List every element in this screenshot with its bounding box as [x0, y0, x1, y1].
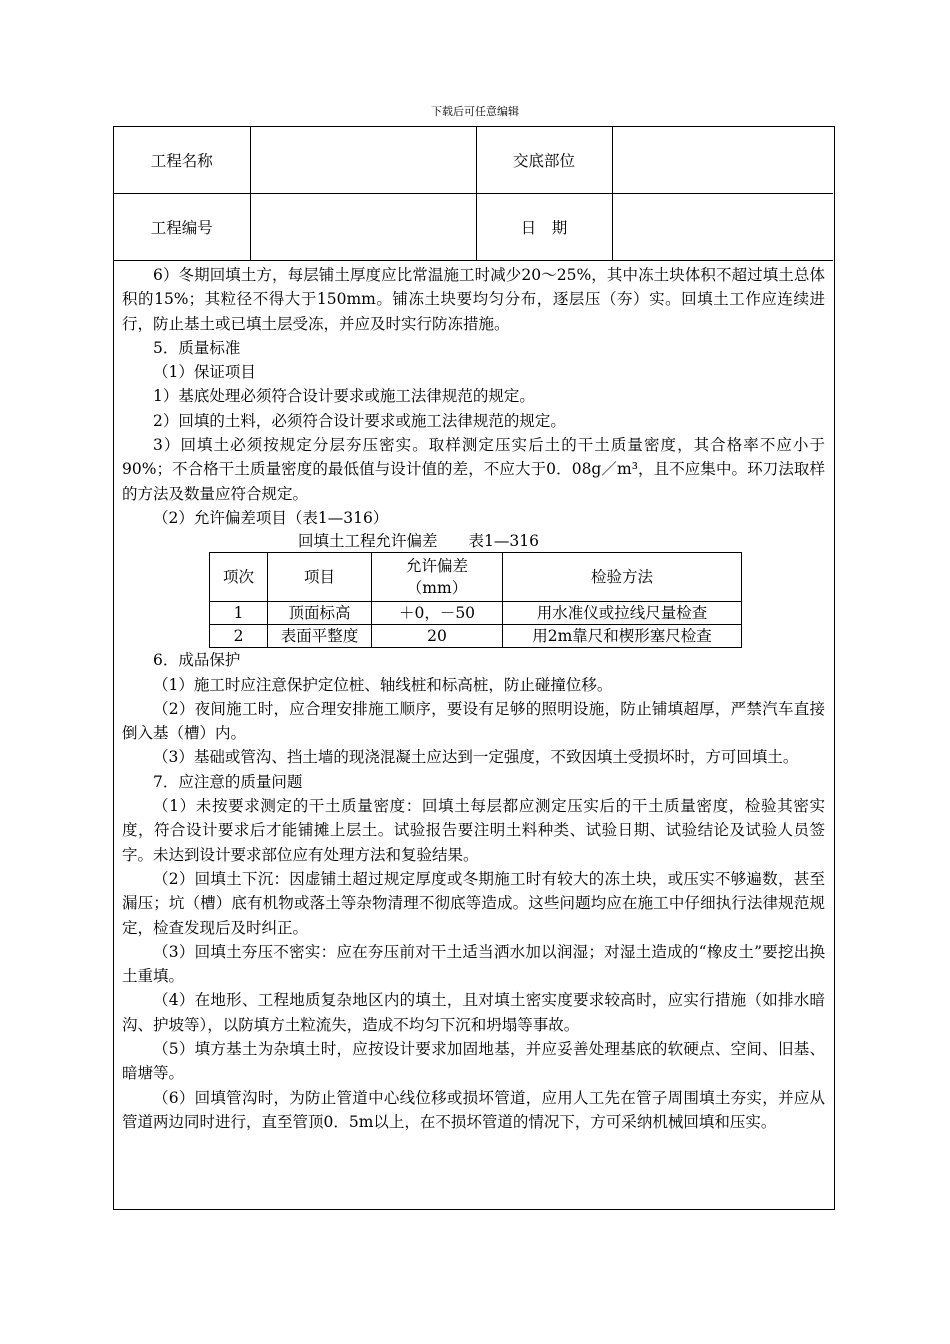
table-header-cell: 检验方法: [503, 553, 742, 602]
section-heading: 6．成品保护: [153, 651, 241, 670]
table-header-cell: 项目: [268, 553, 372, 602]
paragraph: 2）回填的土料，必须符合设计要求或施工法律规范的规定。: [153, 411, 566, 430]
header-line: 允许偏差: [405, 557, 468, 576]
paragraph: （4）在地形、工程地质复杂地区内的填土，且对填土密实度要求较高时，应实行措施（如排水暗沟、护坡等），以防填方土粒流失，造成不均匀下沉和坍塌等事故。: [122, 991, 825, 1034]
table-cell: 用水准仪或拉线尺量检查: [503, 602, 742, 625]
paragraph: 6）冬期回填土方，每层铺土厚度应比常温施工时减少20～25%，其中冻土块体积不超过填土总体积的15%；其粒径不得大于150mm。铺冻土块要均匀分布，逐层压（夯）实。回填土工作应连续进行，防止基土或已填土层受冻，并应及时实行防冻措施。: [122, 266, 825, 333]
date-value: [612, 194, 833, 261]
paragraph: （1）未按要求测定的干土质量密度：回填土每层都应测定压实后的干土质量密度，检验其密实度，符合设计要求后才能铺摊上层土。试验报告要注明土料种类、试验日期、试验结论及试验人员签字。未达到设计要求部位应有处理方法和复验结果。: [122, 797, 825, 864]
section-heading: 5．质量标准: [153, 338, 241, 357]
table-caption: 回填土工程允许偏差 表1—316: [298, 532, 539, 551]
paragraph: （5）填方基土为杂填土时，应按设计要求加固地基，并应妥善处理基底的软硬点、空间、旧基、暗塘等。: [122, 1040, 825, 1083]
disclosure-form: [113, 126, 835, 1210]
header-note: 下载后可任意编辑: [431, 105, 519, 118]
table-cell: 用2m靠尺和楔形塞尺检查: [503, 625, 742, 648]
content-body: [122, 263, 825, 1134]
paragraph: 1）基底处理必须符合设计要求或施工法律规范的规定。: [153, 387, 535, 406]
header-unit: （mm）: [406, 579, 468, 598]
table-cell: 2: [210, 625, 268, 648]
project-name-value: [250, 127, 476, 194]
project-name-label: 工程名称: [114, 127, 250, 194]
disclosure-part-label: 交底部位: [476, 127, 612, 194]
project-no-value: [250, 194, 476, 261]
paragraph: （6）回填管沟时，为防止管道中心线位移或损坏管道，应用人工先在管子周围填土夯实，并应从管道两边同时进行，直至管顶0．5m以上，在不损坏管道的情况下，方可采纳机械回填和压实。: [122, 1088, 825, 1131]
paragraph: （2）回填土下沉：因虚铺土超过规定厚度或冬期施工时有较大的冻土块，或压实不够遍数，甚至漏压；坑（槽）底有机物或落土等杂物清理不彻底等造成。这些问题均应在施工中仔细执行法律规范规定，检查发现后及时纠正。: [122, 869, 825, 937]
subsection-heading: （2）允许偏差项目（表1—316）: [153, 508, 389, 527]
table-row: [210, 602, 742, 625]
section-heading: 7．应注意的质量问题: [153, 772, 303, 791]
table-cell: 顶面标高: [268, 602, 372, 625]
table-cell: ＋0，－50: [372, 602, 503, 625]
paragraph: （3）回填土夯压不密实：应在夯压前对干土适当洒水加以润湿；对湿土造成的“橡皮土”要挖出换土重填。: [122, 942, 825, 986]
table-header-cell: [372, 553, 503, 602]
info-table: [114, 127, 833, 261]
subsection-heading: （1）保证项目: [153, 363, 256, 382]
paragraph: （1）施工时应注意保护定位桩、轴线桩和标高桩，防止碰撞位移。: [153, 675, 613, 694]
project-no-label: 工程编号: [114, 194, 250, 261]
paragraph: （3）基础或管沟、挡土墙的现浇混凝土应达到一定强度，不致因填土受损坏时，方可回填土。: [153, 748, 799, 767]
date-label: 日 期: [476, 194, 612, 261]
table-cell: 1: [210, 602, 268, 625]
deviation-table: [209, 552, 742, 648]
table-cell: 表面平整度: [268, 625, 372, 648]
table-header-cell: 项次: [210, 553, 268, 602]
paragraph: （2）夜间施工时，应合理安排施工顺序，要设有足够的照明设施，防止铺填超厚，严禁汽车直接倒入基（槽）内。: [122, 699, 825, 743]
paragraph: 3）回填土必须按规定分层夯压密实。取样测定压实后土的干土质量密度，其合格率不应小于90%；不合格干土质量密度的最低值与设计值的差，不应大于0．08g／m³，且不应集中。环刀法取样的方法及数量应符合规定。: [122, 436, 825, 503]
table-cell: 20: [372, 625, 503, 648]
table-row: [210, 625, 742, 648]
disclosure-part-value: [612, 127, 833, 194]
